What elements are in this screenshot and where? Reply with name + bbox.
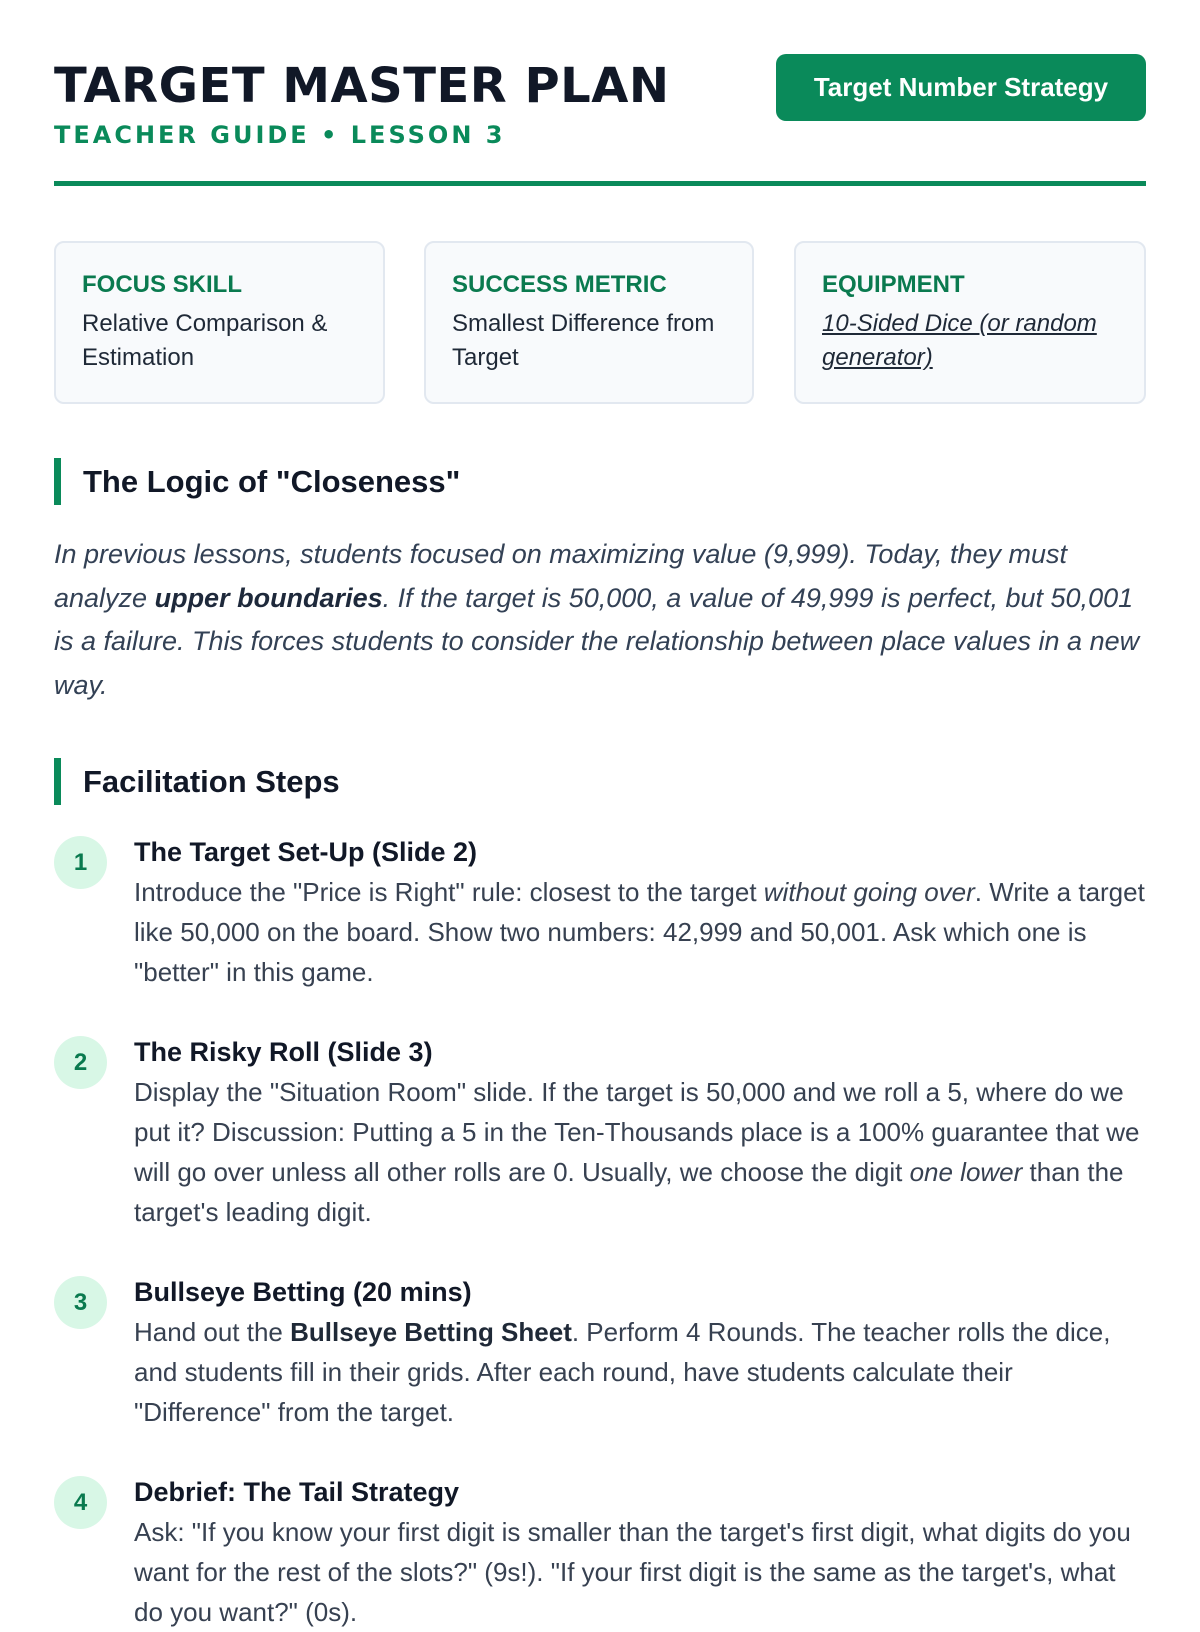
step-text-part: Introduce the "Price is Right" rule: closest to the target (134, 877, 764, 907)
logic-emphasis: upper boundaries (154, 582, 383, 613)
focus-skill-card (54, 241, 385, 404)
step-text-part: Hand out the (134, 1317, 291, 1347)
equipment-card (794, 241, 1146, 404)
logic-text: In previous lessons, students focused on maximizing value (9,999). Today, they must analyze (54, 539, 1068, 613)
step-text-strong: Bullseye Betting Sheet (290, 1317, 572, 1347)
card-label: EQUIPMENT (822, 271, 965, 298)
success-metric-card (424, 241, 754, 404)
step-text (134, 1312, 1146, 1432)
facilitation-heading: Facilitation Steps (54, 758, 340, 805)
card-value: Relative Comparison & Estimation (82, 310, 328, 371)
step-text-part: than the target's leading digit. (134, 1157, 1124, 1227)
step-body (134, 832, 1146, 992)
step-body (134, 1472, 1146, 1632)
step-title: The Risky Roll (Slide 3) (134, 1037, 433, 1067)
logic-heading: The Logic of "Closeness" (54, 458, 460, 505)
step-text-part: . Write a target like 50,000 on the board. Show two numbers: 42,999 and 50,001. Ask which one is "better" in this game. (134, 877, 1145, 987)
target-number-strategy-button[interactable]: Target Number Strategy (776, 54, 1146, 121)
step-text-part: . Perform 4 Rounds. The teacher rolls the dice, and students fill in their grids. After each round, have students calculate their "Difference" from the target. (134, 1317, 1111, 1427)
page-title: TARGET MASTER PLAN (54, 58, 670, 114)
card-label: SUCCESS METRIC (452, 271, 667, 298)
step-text-emphasis: one lower (909, 1157, 1023, 1187)
step-number-badge: 3 (54, 1276, 107, 1329)
card-label: FOCUS SKILL (82, 271, 242, 298)
step-text (134, 872, 1146, 992)
step-text (134, 1072, 1146, 1232)
step-text: Ask: "If you know your first digit is smaller than the target's first digit, what digits do you want for the rest of the slots?" (9s!). "If your first digit is the same as the target's, what do you want?" (0s). (134, 1517, 1131, 1627)
lesson-page (54, 0, 1146, 1627)
step-body (134, 1272, 1146, 1432)
logic-text: . If the target is 50,000, a value of 49,999 is perfect, but 50,001 is a failure. This forces students to consider the relationship between place values in a new way. (54, 582, 1140, 700)
step-text-emphasis: without going over (763, 877, 975, 907)
card-value: Smallest Difference from Target (452, 310, 715, 371)
step-number-badge: 1 (54, 836, 107, 889)
step-title: Debrief: The Tail Strategy (134, 1477, 460, 1507)
step-body (134, 1032, 1146, 1232)
page-subtitle: TEACHER GUIDE • LESSON 3 (54, 121, 506, 149)
logic-paragraph (54, 533, 1146, 707)
step-number-badge: 4 (54, 1476, 107, 1529)
page-header (54, 54, 1146, 186)
step-title: Bullseye Betting (20 mins) (134, 1277, 472, 1307)
equipment-link[interactable]: 10-Sided Dice (or random generator) (822, 310, 1097, 371)
step-title: The Target Set-Up (Slide 2) (134, 837, 478, 867)
step-number-badge: 2 (54, 1036, 107, 1089)
step-text-part: Display the "Situation Room" slide. If the target is 50,000 and we roll a 5, where do we put it? Discussion: Putting a 5 in the Ten-Thousands place is a 100% guarantee that we will go over unless all other rolls are 0. Usually, we choose the digit (134, 1077, 1140, 1187)
info-cards (54, 241, 1146, 404)
